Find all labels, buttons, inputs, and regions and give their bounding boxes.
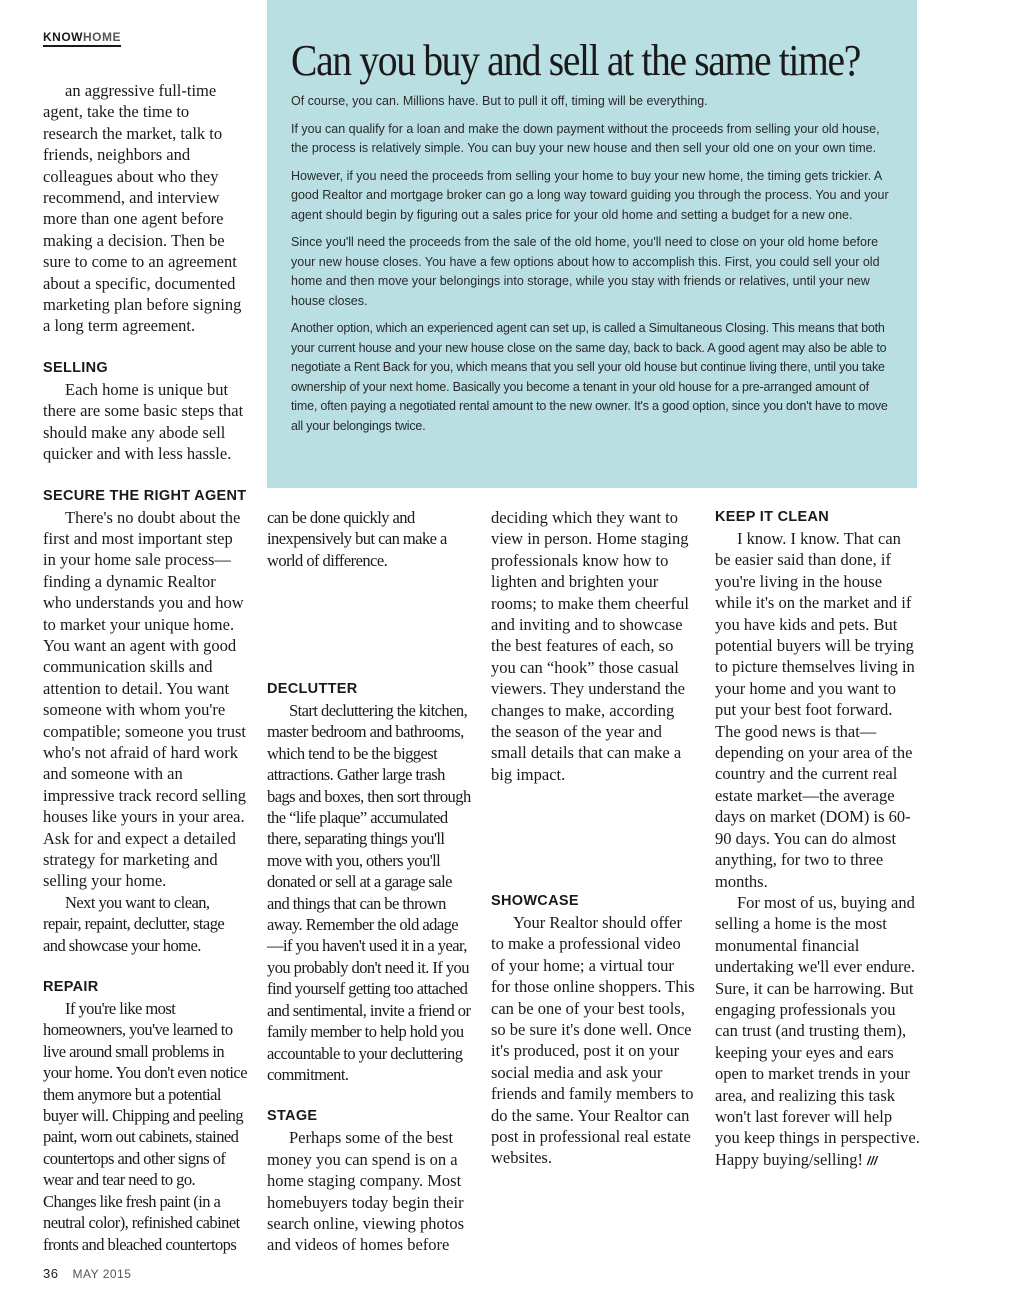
heading-selling: SELLING [43,359,108,376]
sidebar-box [267,0,917,488]
sidebar-title: Can you buy and sell at the same time? [291,36,860,85]
declutter-paragraph: Start decluttering the kitchen, master bedroom and bathrooms, which tend to be the biggest attractions. Gather large trash bags and boxes, then sort through the “life plaque” accumulated there, separating things you'll move with you, others you'll donated or sell at a garage sale and things that can be thrown away. Remember the old adage—if you haven't used it in a year, you probably don't need it. If you find yourself getting too attached and sentimental, invite a friend or family member to help hold you accountable to your decluttering commitment. [267,701,471,1084]
section-tag-know: KNOW [43,30,83,44]
heading-secure-agent: SECURE THE RIGHT AGENT [43,487,247,504]
heading-stage: STAGE [267,1108,318,1125]
page-number: 36 [43,1266,59,1281]
heading-keep-it-clean: KEEP IT CLEAN [715,509,830,525]
article-column-4 [715,507,920,1172]
heading-declutter: DECLUTTER [267,681,358,697]
page-footer [43,1266,131,1281]
section-tag [43,30,121,47]
clean-paragraph: I know. I know. That can be easier said than done, if you're living in the house while it's on the market and if you have kids and pets. But potential buyers will be trying to picture themselves living in your home and you want to put your best foot forward. The good news is that—depending on your area of the country and the current real estate market—the average days on market (DOM) is 60-90 days. You can do almost anything, for two to three months. [715,529,915,891]
stage-paragraph-continued: deciding which they want to view in person. Home staging professionals know how to lighten and brighten your rooms; to make them cheerful and inviting and to showcase the best features of each, so you can “hook” those casual viewers. They understand the changes to make, according the season of the year and small details that can make a big impact. [491,508,689,784]
heading-repair: REPAIR [43,979,99,996]
article-column-3 [491,507,696,1169]
sidebar-paragraph: However, if you need the proceeds from selling your home to buy your new home, the timing gets trickier. A good Realtor and mortgage broker can go a long way toward guiding you through the process. You and your agent should begin by figuring out a sales price for your old home and setting a budget for a new one. [291,168,889,222]
article-column-2 [267,507,472,1256]
selling-paragraph: Each home is unique but there are some basic steps that should make any abode sell quicker and with less hassle. [43,379,244,464]
sidebar-paragraph: Of course, you can. Millions have. But to pull it off, timing will be everything. [291,94,708,108]
repair-paragraph-continued: can be done quickly and inexpensively but can make a world of difference. [267,508,447,570]
closing-text: For most of us, buying and selling a home is the most monumental financial undertaking we'll ever endure. Sure, it can be harrowing. But engaging professionals you can trust (and trusting them), keeping your eyes and ears open to market trends in your area, and realizing this task won't last forever will help you keep things in perspective. Happy buying/selling! [715,892,920,1169]
stage-paragraph: Perhaps some of the best money you can spend is on a home staging company. Most homebuyers today begin their search online, viewing photos and videos of homes before [267,1128,465,1255]
heading-showcase: SHOWCASE [491,893,579,909]
agent-paragraph-2: Next you want to clean, repair, repaint, declutter, stage and showcase your home. [43,892,225,955]
showcase-paragraph: Your Realtor should offer to make a professional video of your home; a virtual tour for those online shoppers. This can be one of your best tools, so be sure it's done well. Once it's produced, post it on your social media and ask your friends and family members to do the same. Your Realtor can post in professional real estate websites. [491,913,695,1168]
sidebar-paragraph: If you can qualify for a loan and make the down payment without the proceeds from selling your old house, the process is relatively simple. You can buy your new house and then sell your old one on your own time. [291,121,880,155]
article-column-1 [43,80,248,1255]
agent-paragraph: There's no doubt about the first and most important step in your home sale process—finding a dynamic Realtor who understands you and how to market your unique home. You want an agent with good communication skills and attention to detail. You want someone with whom you're compatible; someone you trust who's not afraid of hard work and someone with an impressive track record selling houses like yours in your area. Ask for and expect a detailed strategy for marketing and selling your home. [43,507,247,891]
repair-paragraph: If you're like most homeowners, you've learned to live around small problems in your home. You don't even notice them anymore but a potential buyer will. Chipping and peeling paint, worn out cabinets, stained countertops and other signs of wear and tear need to go. Changes like fresh paint (in a neutral color), refinished cabinet fronts and bleached countertops [43,999,247,1254]
issue-date: MAY 2015 [72,1267,132,1281]
sidebar-paragraph: Another option, which an experienced agent can set up, is called a Simultaneous Closing. This means that both your current house and your new house close on the same day, back to back. A good agent may also be able to negotiate a Rent Back for you, which means that you sell your old house but continue living there, until you take ownership of your next home. Basically you become a tenant in your old house for a pre-arranged amount of time, often paying a negotiated rental amount to the new owner. It's a good option, since you don't have to move all your belongings twice. [291,321,888,433]
clean-paragraph-2 [715,892,920,1172]
sidebar-paragraph: Since you'll need the proceeds from the sale of the old home, you'll need to close on your old home before your new house closes. You have a few options about how to accomplish this. First, you could sell your old home and then move your belongings into storage, while you stay with friends or relatives, until your new house closes. [291,235,880,308]
intro-paragraph: an aggressive full-time agent, take the time to research the market, talk to friends, neighbors and colleagues about who they recommend, and interview more than one agent before making a decision. Then be sure to come to an agreement about a specific, documented marketing plan before signing a long term agreement. [43,81,242,336]
end-mark-icon: /// [867,1153,878,1168]
section-tag-home: HOME [83,30,121,44]
